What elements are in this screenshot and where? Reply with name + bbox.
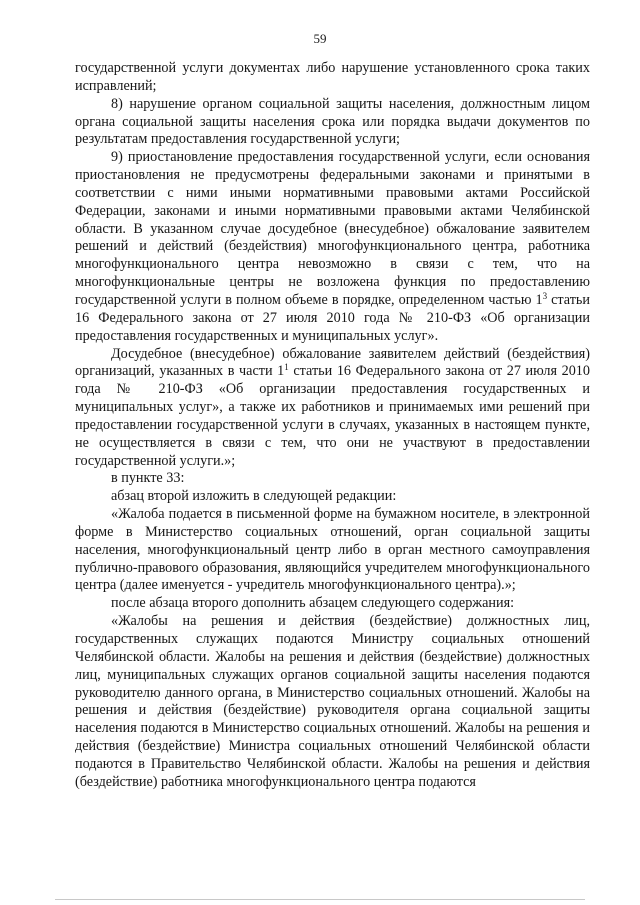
paragraph-continuation: государственной услуги документах либо нарушение установленного срока таких исправлений;: [75, 60, 590, 94]
paragraph-item-9-text-end: статьи 16 Федерального закона от 27 июля 2010 года № 210-ФЗ «Об организации предоставления государственных и муниципальных услуг».: [75, 291, 590, 344]
paragraph-pretrial-appeal-text: Досудебное (внесудебное) обжалование заявителем действий (бездействия) организаций, указанных в части 1: [75, 345, 590, 380]
paragraph-addition-instruction: после абзаца второго дополнить абзацем следующего содержания:: [111, 595, 515, 612]
superscript-part-number: 1: [284, 362, 289, 373]
paragraph-amendment-instruction: абзац второй изложить в следующей редакции:: [111, 488, 397, 505]
superscript-part-number: 3: [542, 290, 548, 301]
paragraph-complaint-form: «Жалоба подается в письменной форме на бумажном носителе, в электронной форме в Министерство социальных отношений, орган социальной защиты населения, многофункциональный центр либо в орган местного самоуправления публично-правового образования, являющийся учредителем многофункционального центра (далее именуется - учредитель многофункционального центра).»;: [75, 506, 590, 594]
document-body: [75, 60, 590, 792]
page-number: 59: [313, 31, 327, 46]
paragraph-pretrial-appeal: [75, 346, 590, 471]
paragraph-complaint-addressees: «Жалобы на решения и действия (бездействие) должностных лиц, государственных служащих подаются Министру социальных отношений Челябинской области. Жалобы на решения и действия (бездействие) должностных лиц, муниципальных служащих органов социальной защиты населения подаются руководителю данного органа, в Министерство социальных отношений. Жалобы на решения и действия (бездействие) руководителя органа социальной защиты населения подаются в Министерство социальных отношений. Жалобы на решения и действия (бездействие) Министра социальных отношений Челябинской области подаются в Правительство Челябинской области. Жалобы на решения и действия (бездействие) работника многофункционального центра подаются: [75, 613, 590, 790]
bottom-divider: [55, 899, 585, 900]
paragraph-item-8: 8) нарушение органом социальной защиты населения, должностным лицом органа социальной защиты населения срока или порядка выдачи документов по результатам предоставления государственной услуги;: [75, 95, 590, 148]
paragraph-pretrial-appeal-text-end: статьи 16 Федерального закона от 27 июля 2010 года № 210-ФЗ «Об организации предоставления государственных и муниципальных услуг», а также их работников и принимаемых ими решений при предоставлении государственной услуги в случаях, указанных в настоящем пункте, не осуществляется в связи с тем, что они не участвуют в предоставлении государственной услуги.»;: [75, 363, 590, 469]
paragraph-item-9: [75, 149, 590, 345]
paragraph-clause-33: в пункте 33:: [111, 470, 185, 487]
paragraph-item-9-text: 9) приостановление предоставления государственной услуги, если основания приостановления не предусмотрены федеральными законами и принятыми в соответствии с ними иными нормативными правовыми актами Российской Федерации, законами и иными нормативными правовыми актами Челябинской области. В указанном случае досудебное (внесудебное) обжалование заявителем решений и действий (бездействия) многофункционального центра, работника многофункционального центра невозможно в связи с тем, что на многофункциональные центры не возложена функция по предоставлению государственной услуги в полном объеме в порядке, определенном частью 1: [75, 149, 590, 308]
